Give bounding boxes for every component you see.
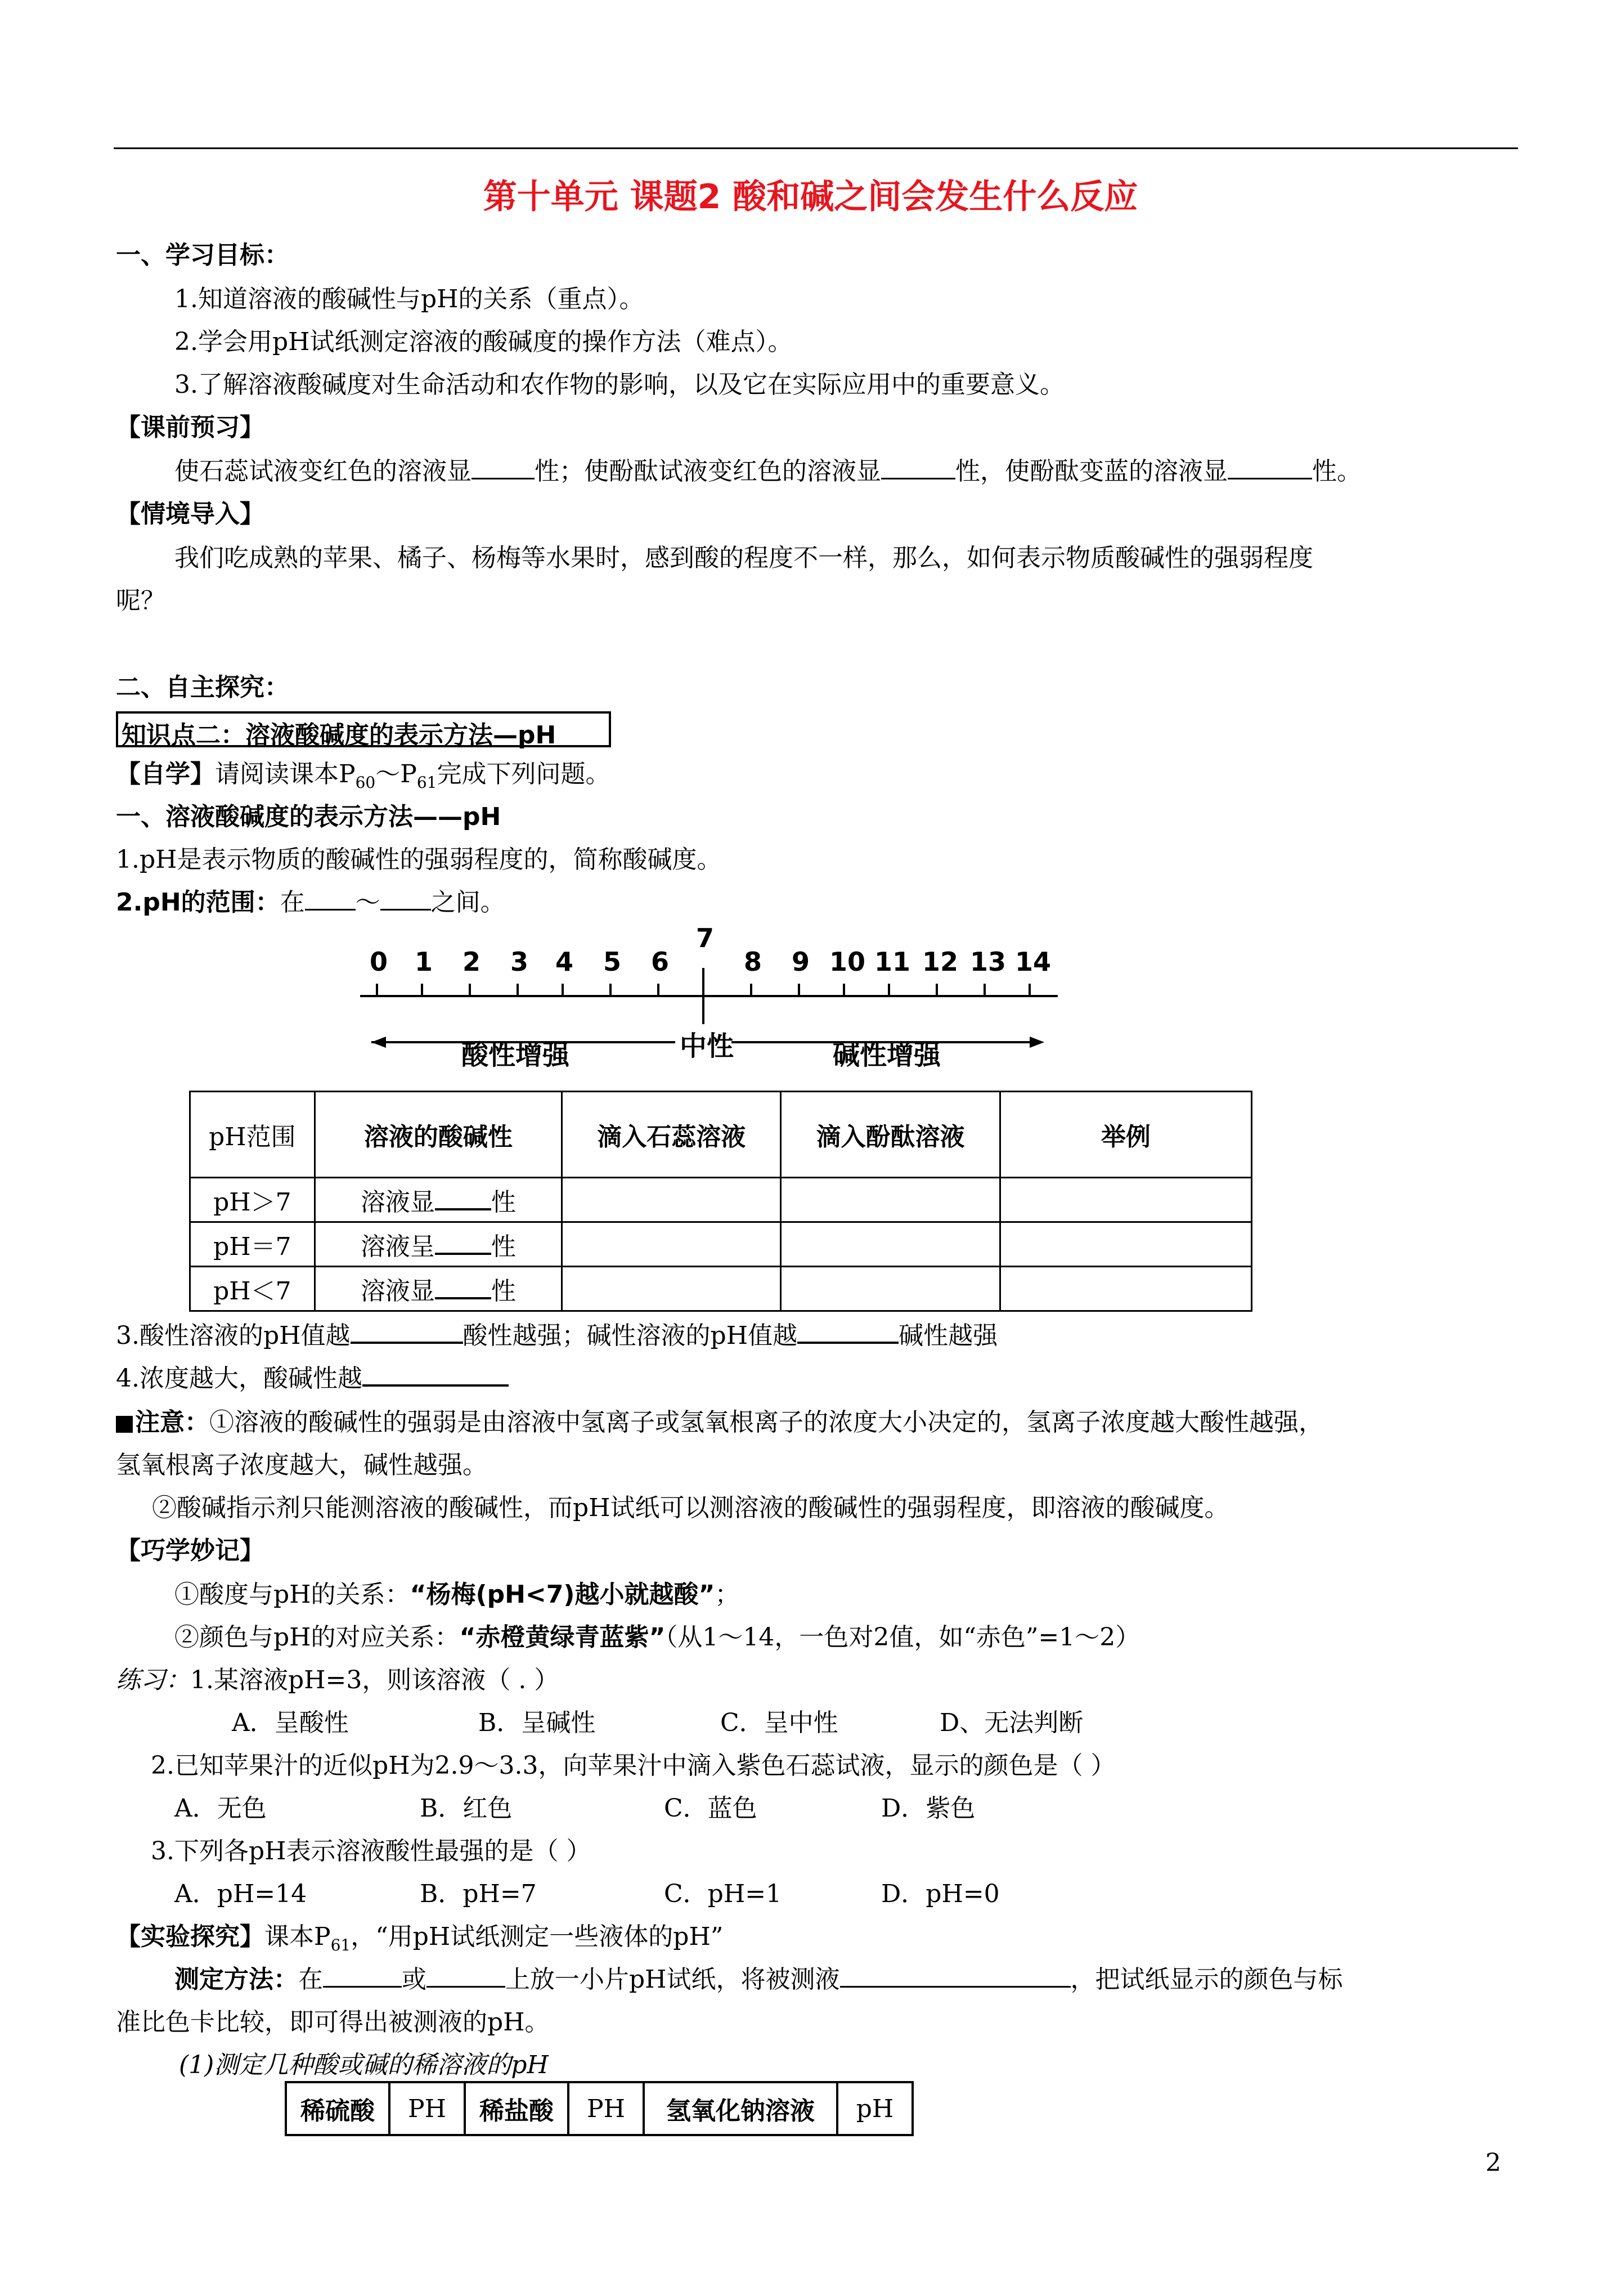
- scale-tick-label: 0: [370, 947, 388, 977]
- experiment-heading: 【实验探究】课本$P_{61}$，“用pH试纸测定一些液体的pH”: [116, 1922, 724, 1954]
- scale-tick-label: 8: [744, 947, 762, 977]
- preview-text: 使石蕊试液变红色的溶液显 性；使酚酞试液变红色的溶液显 性，使酚酞变蓝的溶液显 性。: [174, 455, 1362, 488]
- experiment-sub: (1)测定几种酸或碱的稀溶液的pH: [179, 2051, 549, 2079]
- q3-option-d[interactable]: D．pH=0: [881, 1880, 1000, 1908]
- ph-definition: 1.pH是表示物质的酸碱性的强弱程度的，简称酸碱度。: [116, 845, 722, 874]
- memo-line-2: ②颜色与pH的对应关系：“赤橙黄绿青蓝紫”（从1～14，一色对2值，如“赤色”=1～2）: [174, 1623, 1140, 1652]
- base-label: 碱性增强: [833, 1039, 941, 1071]
- q1-option-d[interactable]: D、无法判断: [940, 1708, 1084, 1737]
- self-study: 【自学】请阅读课本$P_{60}\sim P_{61}$完成下列问题。: [116, 760, 610, 792]
- scale-tick-label: 3: [510, 947, 529, 977]
- objective-2: 2.学会用pH试纸测定溶液的酸碱度的操作方法（难点）。: [174, 328, 793, 356]
- scale-tick-label: 1: [415, 947, 433, 977]
- ph-cell[interactable]: pH: [837, 2082, 913, 2135]
- item-4: 4.浓度越大，酸碱性越: [116, 1362, 509, 1396]
- nature-cell: 溶液呈 性: [315, 1222, 562, 1267]
- blank[interactable]: [840, 1963, 1071, 1988]
- knowledge-box: [116, 711, 611, 750]
- q2-option-d[interactable]: D．紫色: [881, 1794, 976, 1823]
- table-row: [190, 1222, 1252, 1267]
- table-header-row: [190, 1092, 1252, 1178]
- blank[interactable]: [435, 1232, 491, 1255]
- method-line-1: 测定方法：在 或 上放一小片pH试纸，将被测液 ，把试纸显示的颜色与标: [174, 1963, 1343, 1997]
- label-cell: 稀盐酸: [465, 2082, 568, 2135]
- preview-heading: 【课前预习】: [116, 413, 264, 442]
- note-line-1: 注意：①溶液的酸碱性的强弱是由溶液中氢离子或氢氧根离子的浓度大小决定的，氢离子浓度越大酸性越强，: [116, 1406, 1323, 1440]
- label-cell: 稀硫酸: [286, 2082, 389, 2135]
- header-rule: [114, 147, 1518, 149]
- empty-cell[interactable]: [1000, 1178, 1251, 1222]
- ph-table: [189, 1091, 1252, 1312]
- q1-option-b[interactable]: B．呈碱性: [478, 1708, 596, 1737]
- section1-heading: 一、学习目标：: [116, 241, 289, 270]
- scale-tick-label: 6: [651, 947, 670, 977]
- blank[interactable]: [1228, 455, 1312, 479]
- header-cell: 滴入石蕊溶液: [562, 1092, 781, 1178]
- q1-option-a[interactable]: A．呈酸性: [232, 1708, 349, 1737]
- empty-cell[interactable]: [781, 1267, 1000, 1311]
- ph-cell: pH＞7: [190, 1178, 315, 1222]
- ph-cell[interactable]: PH: [389, 2082, 465, 2135]
- note-line-3: ②酸碱指示剂只能测溶液的酸碱性，而pH试纸可以测溶液的酸碱性的强弱程度，即溶液的酸碱度。: [152, 1494, 1229, 1522]
- scale-tick-label: 2: [462, 947, 481, 977]
- acid-label: 酸性增强: [461, 1039, 570, 1071]
- note-line-2: 氢氧根离子浓度越大，碱性越强。: [116, 1451, 487, 1479]
- blank[interactable]: [323, 1963, 402, 1988]
- memo-line-1: ①酸度与pH的关系：“杨梅(pH<7)越小就越酸”；: [174, 1580, 740, 1609]
- blank[interactable]: [797, 1319, 899, 1344]
- knowledge-box-text: 知识点二：溶液酸碱度的表示方法—pH: [122, 721, 556, 750]
- scale-tick-label: 10: [829, 947, 866, 977]
- ph-scale: [360, 923, 1058, 1069]
- table-row: [190, 1267, 1252, 1311]
- objective-3: 3.了解溶液酸碱度对生命活动和农作物的影响，以及它在实际应用中的重要意义。: [174, 370, 1065, 399]
- q2-option-a[interactable]: A．无色: [174, 1794, 267, 1823]
- empty-cell[interactable]: [1000, 1222, 1251, 1267]
- label-cell: 氢氧化钠溶液: [644, 2082, 837, 2135]
- q2-option-b[interactable]: B．红色: [420, 1794, 513, 1823]
- item-3: 3.酸性溶液的pH值越 酸性越强；碱性溶液的pH值越 碱性越强: [116, 1319, 998, 1353]
- nature-cell: 溶液显 性: [315, 1178, 562, 1222]
- blank[interactable]: [305, 886, 356, 911]
- scale-tick-label: 11: [874, 947, 911, 977]
- q3-option-a[interactable]: A．pH=14: [174, 1880, 307, 1908]
- header-cell: 溶液的酸碱性: [315, 1092, 562, 1178]
- objective-1: 1.知道溶液的酸碱性与pH的关系（重点）。: [174, 285, 644, 313]
- ph-range: 2.pH的范围：在 ～ 之间。: [116, 886, 505, 920]
- q2-option-c[interactable]: C．蓝色: [664, 1794, 757, 1823]
- measure-table: [285, 2081, 914, 2136]
- intro-line-2: 呢？: [116, 586, 165, 615]
- memo-heading: 【巧学妙记】: [116, 1536, 264, 1565]
- method-line-2: 准比色卡比较，即可得出被测液的pH。: [116, 2008, 550, 2037]
- scale-tick-label: 4: [555, 947, 574, 977]
- scale-tick-label: 9: [792, 947, 810, 977]
- ph-cell: pH＜7: [190, 1267, 315, 1311]
- blank[interactable]: [362, 1362, 509, 1387]
- q3-option-b[interactable]: B．pH=7: [420, 1880, 537, 1908]
- page-number: 2: [1485, 2149, 1501, 2177]
- intro-heading: 【情境导入】: [116, 500, 264, 528]
- practice-q3: 3.下列各pH表示溶液酸性最强的是（ ）: [151, 1837, 591, 1866]
- square-bullet-icon: [116, 1416, 133, 1433]
- blank[interactable]: [351, 1319, 463, 1344]
- blank[interactable]: [426, 1963, 505, 1988]
- empty-cell[interactable]: [781, 1178, 1000, 1222]
- empty-cell[interactable]: [562, 1267, 781, 1311]
- blank[interactable]: [881, 455, 955, 479]
- page-title: 第十单元 课题2 酸和碱之间会发生什么反应: [483, 177, 1138, 217]
- scale-tick-label: 5: [603, 947, 622, 977]
- blank[interactable]: [435, 1277, 491, 1299]
- section2-heading: 二、自主探究：: [116, 673, 289, 702]
- practice-q1: 练习：1.某溶液pH=3，则该溶液（ . ）: [116, 1666, 559, 1694]
- header-cell: pH范围: [190, 1092, 315, 1178]
- blank[interactable]: [435, 1188, 491, 1210]
- practice-q2: 2.已知苹果汁的近似pH为2.9～3.3，向苹果汁中滴入紫色石蕊试液，显示的颜色是（ ）: [151, 1751, 1116, 1780]
- subsection-heading: 一、溶液酸碱度的表示方法——pH: [116, 802, 501, 831]
- blank[interactable]: [380, 886, 431, 911]
- blank[interactable]: [472, 455, 535, 479]
- q1-option-c[interactable]: C．呈中性: [720, 1708, 838, 1737]
- ph-cell: pH＝7: [190, 1222, 315, 1267]
- scale-tick-label: 14: [1015, 947, 1052, 977]
- scale-tick-label: 13: [970, 947, 1007, 977]
- empty-cell[interactable]: [562, 1222, 781, 1267]
- empty-cell[interactable]: [1000, 1267, 1251, 1311]
- q3-option-c[interactable]: C．pH=1: [664, 1880, 782, 1908]
- neutral-label: 中性: [680, 1030, 734, 1062]
- table-row: [190, 1178, 1252, 1222]
- scale-tick-label: 7: [696, 923, 715, 953]
- empty-cell[interactable]: [781, 1222, 1000, 1267]
- header-cell: 举例: [1000, 1092, 1251, 1178]
- table-row: [286, 2082, 913, 2135]
- nature-cell: 溶液显 性: [315, 1267, 562, 1311]
- scale-tick-label: 12: [922, 947, 959, 977]
- empty-cell[interactable]: [562, 1178, 781, 1222]
- ph-cell[interactable]: PH: [568, 2082, 644, 2135]
- header-cell: 滴入酚酞溶液: [781, 1092, 1000, 1178]
- intro-line-1: 我们吃成熟的苹果、橘子、杨梅等水果时，感到酸的程度不一样，那么，如何表示物质酸碱性的强弱程度: [174, 544, 1313, 572]
